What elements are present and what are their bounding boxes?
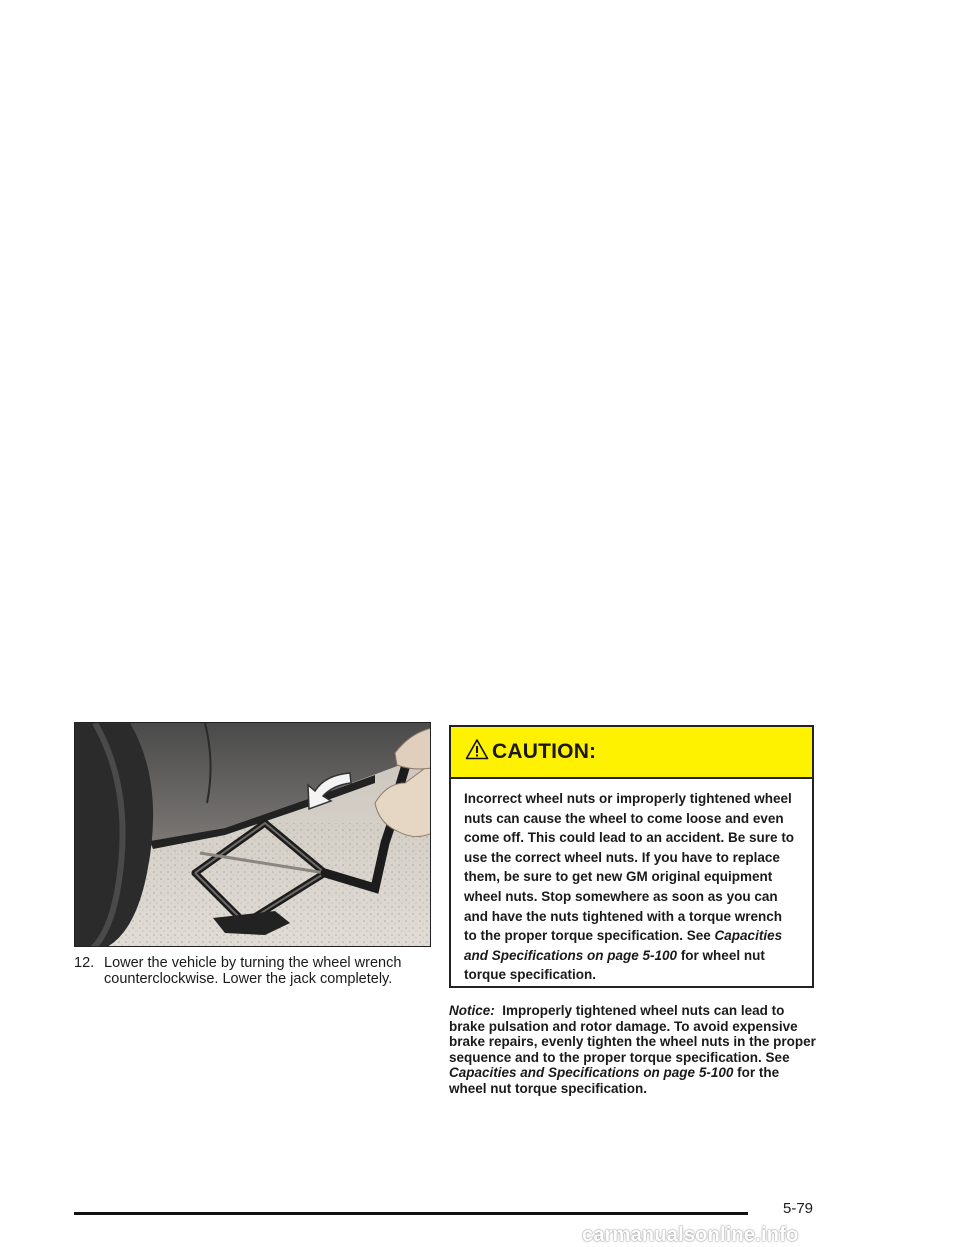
page-number: 5-79 xyxy=(783,1200,814,1217)
watermark xyxy=(0,1224,960,1246)
caution-text xyxy=(451,779,812,985)
caution-text-main: Incorrect wheel nuts or improperly tightened wheel nuts can cause the wheel to come loose and even come off. This could lead to an accident. Be sure to use the correct wheel nuts. If you have to replace them, be sure to get new GM original equipment wheel nuts. Stop somewhere as soon as you can and have the nuts tightened with a torque wrench to the proper torque specification. See xyxy=(464,791,795,944)
step-12 xyxy=(74,955,434,987)
notice-paragraph xyxy=(449,1003,819,1097)
caution-title: CAUTION: xyxy=(492,740,597,763)
caution-cross-reference: Capacities and Specifications on page 5-100 xyxy=(464,928,783,963)
notice-label: Notice: xyxy=(449,1003,495,1018)
caution-header xyxy=(451,727,812,779)
notice-text-end: for the wheel nut torque specification. xyxy=(449,1065,780,1096)
step-number: 12. xyxy=(74,955,95,971)
warning-triangle-icon xyxy=(465,738,489,760)
notice-cross-reference: Capacities and Specifications on page 5-100 xyxy=(449,1065,734,1081)
step-text-line1: Lower the vehicle by turning the wheel wrench xyxy=(104,955,402,971)
footer-rule xyxy=(74,1212,748,1215)
caution-box xyxy=(449,725,814,988)
notice-text-main: Improperly tightened wheel nuts can lead to brake pulsation and rotor damage. To avoid expensive brake repairs, evenly tighten the wheel nuts in the proper sequence and to the proper torque specification. See xyxy=(449,1003,816,1065)
watermark-text: carmanualsonline.info xyxy=(582,1224,799,1246)
step-text-line2: counterclockwise. Lower the jack completely. xyxy=(104,971,393,987)
jack-lowering-photo xyxy=(74,722,431,947)
jack-illustration xyxy=(75,723,431,947)
caution-text-end: for wheel nut torque specification. xyxy=(464,947,765,983)
